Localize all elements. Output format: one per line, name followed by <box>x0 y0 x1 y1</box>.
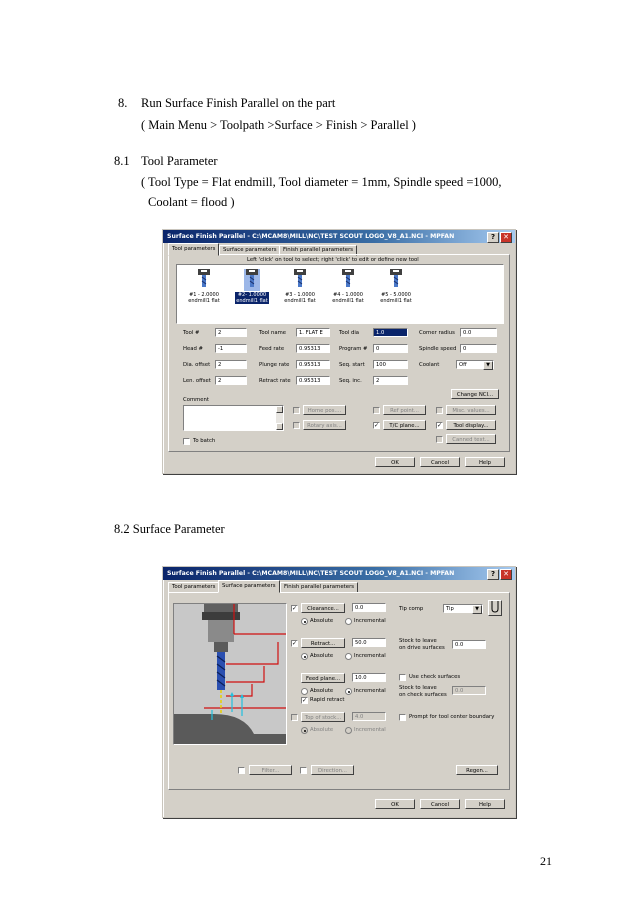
section-8-1-title: Tool Parameter <box>141 154 218 168</box>
stock-check-label-line2: on check surfaces <box>399 692 447 698</box>
retract-button[interactable]: Retract... <box>301 638 345 648</box>
top-of-stock-button[interactable]: Top of stock... <box>301 712 345 722</box>
section-8-number: 8. <box>118 96 128 110</box>
use-check-surfaces-checkbox[interactable] <box>399 674 406 681</box>
tool-dia-label: Tool dia <box>339 330 360 336</box>
tool-name-label: Tool name <box>259 330 286 336</box>
tool-item-3[interactable] <box>283 269 317 304</box>
top-of-stock-checkbox[interactable] <box>291 714 298 721</box>
retract-input[interactable]: 50.0 <box>352 638 386 647</box>
cancel-button[interactable]: Cancel <box>420 457 460 467</box>
dropdown-arrow-icon[interactable]: ▼ <box>483 361 493 370</box>
corner-radius-label: Corner radius <box>419 330 455 336</box>
endmill-icon <box>388 269 404 291</box>
tool-item-1[interactable] <box>187 269 221 304</box>
tip-comp-select[interactable] <box>443 604 483 613</box>
tab-tool-parameters[interactable]: Tool parameters <box>168 582 219 593</box>
help-button[interactable]: Help <box>465 457 505 467</box>
section-8-menu-path: ( Main Menu > Toolpath >Surface > Finish > Parallel ) <box>141 118 416 132</box>
tab-surface-parameters[interactable]: Surface parameters <box>218 580 280 593</box>
retract-absolute-radio[interactable] <box>301 653 308 660</box>
top-of-stock-absolute-radio[interactable] <box>301 727 308 734</box>
tool-dia-input[interactable]: 1.0 <box>373 328 408 337</box>
spindle-speed-input[interactable]: 0 <box>460 344 497 353</box>
stock-drive-label: Stock to leave <box>399 638 437 644</box>
ok-button[interactable]: OK <box>375 799 415 809</box>
canned-text-button[interactable]: Canned text... <box>446 434 496 444</box>
dia-offset-input[interactable]: 2 <box>215 360 247 369</box>
tool-tip-icon <box>490 601 500 613</box>
tip-comp-label: Tip comp <box>399 606 424 612</box>
program-number-input[interactable]: 0 <box>373 344 408 353</box>
filter-button[interactable]: Filter... <box>249 765 292 775</box>
tool-caption: #1 - 2.0000 <box>189 292 219 298</box>
tab-panel <box>168 254 510 452</box>
direction-button[interactable]: Direction... <box>311 765 354 775</box>
tool-type: endmill1 flat <box>188 298 220 304</box>
tool-type: endmill1 flat <box>284 298 316 304</box>
top-of-stock-input[interactable]: 4.0 <box>352 712 386 721</box>
use-check-surfaces-label: Use check surfaces <box>409 674 461 680</box>
top-of-stock-absolute-label: Absolute <box>310 727 334 733</box>
feed-plane-absolute-radio[interactable] <box>301 688 308 695</box>
scroll-down-icon[interactable] <box>276 423 283 430</box>
len-offset-input[interactable]: 2 <box>215 376 247 385</box>
tc-plane-button[interactable]: T/C plane... <box>383 420 426 430</box>
misc-values-checkbox[interactable] <box>436 407 443 414</box>
tool-number-input[interactable]: 2 <box>215 328 247 337</box>
canned-text-checkbox[interactable] <box>436 436 443 443</box>
plunge-rate-label: Plunge rate <box>259 362 290 368</box>
section-8-1-desc-line2: Coolant = flood ) <box>148 195 235 209</box>
tool-item-2-selected[interactable] <box>235 269 269 304</box>
len-offset-label: Len. offset <box>183 378 211 384</box>
comment-scrollbar[interactable] <box>276 406 283 430</box>
tool-item-5[interactable] <box>379 269 413 304</box>
surface-parameters-dialog <box>162 566 516 818</box>
comment-textarea[interactable] <box>183 405 284 431</box>
head-number-label: Head # <box>183 346 203 352</box>
seq-start-label: Seq. start <box>339 362 365 368</box>
tc-plane-checkbox[interactable]: ✓ <box>374 422 380 429</box>
retract-rate-label: Retract rate <box>259 378 291 384</box>
retract-incremental-radio[interactable] <box>345 653 352 660</box>
close-icon[interactable]: ✕ <box>500 569 512 580</box>
clearance-absolute-label: Absolute <box>310 618 334 624</box>
change-nci-button[interactable]: Change NCI... <box>451 389 499 399</box>
stock-drive-label-line2: on drive surfaces <box>399 645 445 651</box>
ref-point-button[interactable]: Ref point... <box>383 405 426 415</box>
clearance-absolute-radio[interactable] <box>301 618 308 625</box>
coolant-select[interactable] <box>456 360 494 369</box>
feed-plane-incremental-label: Incremental <box>354 688 386 694</box>
top-of-stock-incremental-label: Incremental <box>354 727 386 733</box>
help-icon[interactable]: ? <box>487 569 499 580</box>
tool-caption: #5 - 5.0000 <box>381 292 411 298</box>
page-number: 21 <box>540 854 552 868</box>
retract-rate-input[interactable]: 0.95313 <box>296 376 330 385</box>
home-pos-checkbox[interactable] <box>293 407 300 414</box>
stock-check-label: Stock to leave <box>399 685 437 691</box>
section-8-2-title: 8.2 Surface Parameter <box>114 522 225 536</box>
feed-plane-button[interactable]: Feed plane... <box>301 673 345 683</box>
section-8-1-desc-line1: ( Tool Type = Flat endmill, Tool diameter = 1mm, Spindle speed =1000, <box>141 175 502 189</box>
coolant-value: Off <box>459 362 467 368</box>
regen-button[interactable]: Regen... <box>456 765 498 775</box>
plunge-rate-input[interactable]: 0.95313 <box>296 360 330 369</box>
tool-caption: #2- 1.0000 <box>235 292 269 298</box>
spindle-speed-label: Spindle speed <box>419 346 457 352</box>
feed-rate-label: Feed rate <box>259 346 285 352</box>
clearance-input[interactable]: 0.0 <box>352 603 386 612</box>
tool-list[interactable] <box>176 264 504 324</box>
comment-label: Comment <box>183 397 209 403</box>
feed-plane-incremental-radio[interactable] <box>345 688 352 695</box>
section-8-1-number: 8.1 <box>114 154 130 168</box>
retract-absolute-label: Absolute <box>310 653 334 659</box>
endmill-icon <box>292 269 308 291</box>
home-pos-button[interactable]: Home pos.... <box>303 405 346 415</box>
endmill-icon <box>196 269 212 291</box>
clearance-incremental-radio[interactable] <box>345 618 352 625</box>
seq-inc-input[interactable]: 2 <box>373 376 408 385</box>
rapid-retract-label: Rapid retract <box>310 697 345 703</box>
dialog-title: Surface Finish Parallel - C:\MCAM8\MILL\NC\TEST SCOUT LOGO_V8_A1.NCI - MPFAN <box>167 233 455 240</box>
ref-point-checkbox[interactable] <box>373 407 380 414</box>
endmill-icon <box>244 269 260 291</box>
help-icon[interactable]: ? <box>487 232 499 243</box>
rapid-retract-checkbox[interactable]: ✓ <box>302 697 308 704</box>
head-number-input[interactable]: -1 <box>215 344 247 353</box>
tool-name-input[interactable]: 1. FLAT E <box>296 328 330 337</box>
retract-incremental-label: Incremental <box>354 653 386 659</box>
cancel-button[interactable]: Cancel <box>420 799 460 809</box>
prompt-tool-center-checkbox[interactable] <box>399 714 406 721</box>
prompt-tool-center-label: Prompt for tool center boundary <box>409 714 495 720</box>
tip-comp-value: Tip <box>446 606 454 612</box>
program-number-label: Program # <box>339 346 368 352</box>
tool-type: endmill1 flat <box>332 298 364 304</box>
retract-checkbox[interactable]: ✓ <box>292 640 298 647</box>
stock-check-input[interactable]: 0.0 <box>452 686 486 695</box>
tool-tip-preview[interactable] <box>488 600 502 616</box>
tool-caption: #3 - 1.0000 <box>285 292 315 298</box>
rotary-axis-checkbox[interactable] <box>293 422 300 429</box>
dialog-titlebar <box>163 230 515 243</box>
tool-caption: #4 - 1.0000 <box>333 292 363 298</box>
clearance-button[interactable]: Clearance... <box>301 603 345 613</box>
tab-surface-parameters[interactable]: Surface parameters <box>219 245 281 256</box>
machining-diagram-icon <box>174 604 286 744</box>
feed-plane-input[interactable]: 10.0 <box>352 673 386 682</box>
surface-parameters-illustration <box>173 603 287 745</box>
tool-parameters-dialog <box>162 229 516 474</box>
tool-display-checkbox[interactable]: ✓ <box>437 422 443 429</box>
seq-start-input[interactable]: 100 <box>373 360 408 369</box>
tab-finish-parallel-parameters[interactable]: Finish parallel parameters <box>279 245 357 256</box>
tab-tool-parameters[interactable]: Tool parameters <box>168 243 219 256</box>
ok-button[interactable]: OK <box>375 457 415 467</box>
direction-checkbox[interactable] <box>300 767 307 774</box>
rotary-axis-button[interactable]: Rotary axis... <box>303 420 346 430</box>
scroll-up-icon[interactable] <box>276 406 283 413</box>
tool-display-button[interactable]: Tool display... <box>446 420 496 430</box>
dropdown-arrow-icon[interactable]: ▼ <box>472 605 482 614</box>
feed-rate-input[interactable]: 0.95313 <box>296 344 330 353</box>
section-8-title: Run Surface Finish Parallel on the part <box>141 96 336 110</box>
clearance-incremental-label: Incremental <box>354 618 386 624</box>
misc-values-button[interactable]: Misc. values... <box>446 405 496 415</box>
to-batch-label: To batch <box>193 438 216 444</box>
tab-panel <box>168 592 510 790</box>
coolant-label: Coolant <box>419 362 440 368</box>
tool-select-hint: Left 'click' on tool to select; right 'click' to edit or define new tool <box>247 257 419 263</box>
tool-number-label: Tool # <box>183 330 200 336</box>
endmill-icon <box>340 269 356 291</box>
tab-finish-parallel-parameters[interactable]: Finish parallel parameters <box>280 582 358 593</box>
tool-type: endmill1 flat <box>380 298 412 304</box>
stock-drive-input[interactable]: 0.0 <box>452 640 486 649</box>
feed-plane-absolute-label: Absolute <box>310 688 334 694</box>
tool-item-4[interactable] <box>331 269 365 304</box>
dia-offset-label: Dia. offset <box>183 362 211 368</box>
help-button[interactable]: Help <box>465 799 505 809</box>
corner-radius-input[interactable]: 0.0 <box>460 328 497 337</box>
to-batch-checkbox[interactable] <box>183 438 190 445</box>
top-of-stock-incremental-radio[interactable] <box>345 727 352 734</box>
close-icon[interactable]: ✕ <box>500 232 512 243</box>
tool-type: endmill1 flat <box>236 298 268 304</box>
dialog-title: Surface Finish Parallel - C:\MCAM8\MILL\NC\TEST SCOUT LOGO_V8_A1.NCI - MPFAN <box>167 570 455 577</box>
clearance-checkbox[interactable]: ✓ <box>292 605 298 612</box>
dialog-titlebar <box>163 567 515 580</box>
seq-inc-label: Seq. inc. <box>339 378 362 384</box>
filter-checkbox[interactable] <box>238 767 245 774</box>
